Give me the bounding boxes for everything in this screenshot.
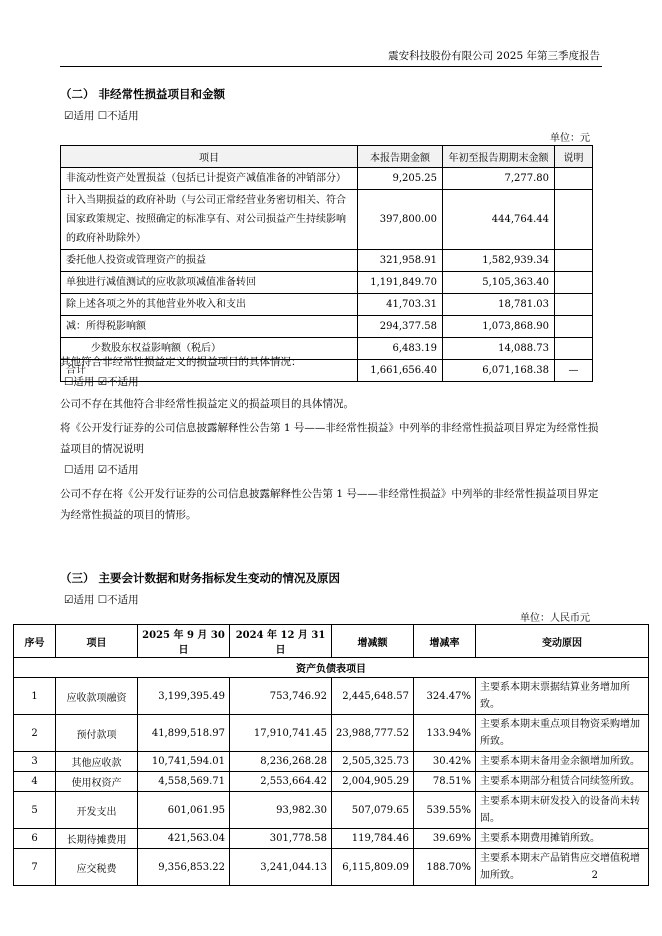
row-note: —	[555, 360, 593, 382]
table-row	[14, 772, 649, 792]
row-current: 601,061.95	[138, 792, 230, 829]
col-header-item: 项目	[61, 146, 358, 168]
col-header-current: 本报告期金额	[358, 146, 443, 168]
change-analysis-table	[13, 624, 649, 886]
row-item: 减：所得税影响额	[61, 316, 358, 338]
row-ytd: 1,582,939.34	[443, 250, 555, 272]
table-row	[61, 250, 593, 272]
row-rate: 39.69%	[414, 829, 476, 849]
report-header: 震安科技股份有限公司 2025 年第三季度报告	[388, 50, 600, 62]
row-item: 应收款项融资	[56, 678, 138, 715]
row-no: 7	[14, 849, 56, 886]
row-no: 1	[14, 678, 56, 715]
col-header-item: 项目	[56, 625, 138, 658]
row-diff: 507,079.65	[332, 792, 414, 829]
row-item: 开发支出	[56, 792, 138, 829]
row-no: 2	[14, 715, 56, 752]
row-current: 41,703.31	[358, 294, 443, 316]
row-current: 421,563.04	[138, 829, 230, 849]
group-label: 资产负债表项目	[14, 658, 649, 678]
table-row	[14, 829, 649, 849]
header-rule	[60, 66, 602, 67]
table-header-row	[14, 625, 649, 658]
row-no: 6	[14, 829, 56, 849]
row-note	[555, 316, 593, 338]
row-rate: 133.94%	[414, 715, 476, 752]
row-item: 预付款项	[56, 715, 138, 752]
row-rate: 324.47%	[414, 678, 476, 715]
table-row	[61, 168, 593, 190]
row-diff: 2,445,648.57	[332, 678, 414, 715]
row-diff: 2,505,325.73	[332, 752, 414, 772]
col-header-current: 2025 年 9 月 30 日	[138, 625, 230, 658]
row-item: 除上述各项之外的其他营业外收入和支出	[61, 294, 358, 316]
table-row	[14, 678, 649, 715]
row-item: 计入当期损益的政府补助（与公司正常经营业务密切相关、符合国家政策规定、按照确定的标准享有、对公司损益产生持续影响的政府补助除外）	[61, 190, 358, 250]
group-row	[14, 658, 649, 678]
row-reason: 主要系本期费用摊销所致。	[476, 829, 649, 849]
col-header-prior: 2024 年 12 月 31 日	[230, 625, 332, 658]
other-items-text: 公司不存在其他符合非经常性损益定义的损益项目的具体情况。	[60, 398, 354, 410]
table-row	[61, 272, 593, 294]
row-prior: 753,746.92	[230, 678, 332, 715]
table-row	[14, 849, 649, 886]
row-item: 长期待摊费用	[56, 829, 138, 849]
other-items-applicable: ☐适用 ☑不适用	[64, 376, 139, 388]
col-header-note: 说明	[555, 146, 593, 168]
reclass-title: 将《公开发行证券的公司信息披露解释性公告第 1 号——非经常性损益》中列举的非经常性损益项目界定为经常性损益项目的情况说明	[60, 422, 599, 455]
row-item: 应交税费	[56, 849, 138, 886]
row-ytd: 5,105,363.40	[443, 272, 555, 294]
row-current: 9,205.25	[358, 168, 443, 190]
other-items-title: 其他符合非经常性损益定义的损益项目的具体情况：	[60, 356, 302, 368]
col-header-no: 序号	[14, 625, 56, 658]
row-diff: 2,004,905.29	[332, 772, 414, 792]
row-no: 5	[14, 792, 56, 829]
section3-title: （三） 主要会计数据和财务指标发生变动的情况及原因	[60, 571, 341, 585]
col-header-reason: 变动原因	[476, 625, 649, 658]
row-reason: 主要系本期末备用金余额增加所致。	[476, 752, 649, 772]
section3-unit: 单位：人民币元	[520, 613, 590, 624]
row-ytd: 7,277.80	[443, 168, 555, 190]
row-current: 41,899,518.97	[138, 715, 230, 752]
table-row	[14, 792, 649, 829]
row-current: 1,191,849.70	[358, 272, 443, 294]
row-prior: 301,778.58	[230, 829, 332, 849]
row-diff: 6,115,809.09	[332, 849, 414, 886]
row-ytd: 1,073,868.90	[443, 316, 555, 338]
table-row	[14, 715, 649, 752]
row-reason: 主要系本期部分租赁合同续签所致。	[476, 772, 649, 792]
row-item: 其他应收款	[56, 752, 138, 772]
row-current: 10,741,594.01	[138, 752, 230, 772]
row-rate: 539.55%	[414, 792, 476, 829]
row-reason: 主要系本期末研发投入的设备尚未转固。	[476, 792, 649, 829]
row-rate: 30.42%	[414, 752, 476, 772]
row-no: 3	[14, 752, 56, 772]
row-prior: 2,553,664.42	[230, 772, 332, 792]
row-prior: 3,241,044.13	[230, 849, 332, 886]
row-current: 1,661,656.40	[358, 360, 443, 382]
row-note	[555, 294, 593, 316]
section2-unit: 单位：元	[550, 133, 590, 144]
row-note	[555, 190, 593, 250]
row-current: 294,377.58	[358, 316, 443, 338]
row-diff: 23,988,777.52	[332, 715, 414, 752]
nonrecurring-table	[60, 145, 593, 382]
row-note	[555, 272, 593, 294]
row-note	[555, 168, 593, 190]
table-header-row	[61, 146, 593, 168]
row-reason: 主要系本期末重点项目物资采购增加所致。	[476, 715, 649, 752]
row-ytd: 14,088.73	[443, 338, 555, 360]
row-ytd: 444,764.44	[443, 190, 555, 250]
reclass-text: 公司不存在将《公开发行证券的公司信息披露解释性公告第 1 号——非经常性损益》中列举的非经常性损益项目界定为经常性损益的项目的情形。	[60, 488, 599, 521]
row-current: 3,199,395.49	[138, 678, 230, 715]
section3-applicable: ☑适用 ☐不适用	[64, 594, 139, 606]
col-header-diff: 增减额	[332, 625, 414, 658]
row-current: 4,558,569.71	[138, 772, 230, 792]
row-prior: 93,982.30	[230, 792, 332, 829]
row-rate: 188.70%	[414, 849, 476, 886]
row-item: 非流动性资产处置损益（包括已计提资产减值准备的冲销部分）	[61, 168, 358, 190]
row-note	[555, 250, 593, 272]
row-prior: 17,910,741.45	[230, 715, 332, 752]
row-ytd: 6,071,168.38	[443, 360, 555, 382]
table-row	[61, 294, 593, 316]
table-row	[61, 316, 593, 338]
section2-applicable: ☑适用 ☐不适用	[64, 110, 139, 122]
row-ytd: 18,781.03	[443, 294, 555, 316]
table-row	[61, 190, 593, 250]
table-row	[14, 752, 649, 772]
row-item: 少数股东权益影响额（税后）	[61, 338, 358, 360]
row-current: 397,800.00	[358, 190, 443, 250]
row-prior: 8,236,268.28	[230, 752, 332, 772]
row-reason: 主要系本期末产品销售应交增值税增加所致。	[476, 849, 649, 886]
row-no: 4	[14, 772, 56, 792]
row-diff: 119,784.46	[332, 829, 414, 849]
row-rate: 78.51%	[414, 772, 476, 792]
row-current: 9,356,853.22	[138, 849, 230, 886]
row-current: 321,958.91	[358, 250, 443, 272]
section2-title: （二） 非经常性损益项目和金额	[60, 87, 226, 101]
row-item: 合计	[61, 360, 358, 382]
row-current: 6,483.19	[358, 338, 443, 360]
row-item: 委托他人投资或管理资产的损益	[61, 250, 358, 272]
col-header-rate: 增减率	[414, 625, 476, 658]
row-reason: 主要系本期末票据结算业务增加所致。	[476, 678, 649, 715]
reclass-applicable: ☐适用 ☑不适用	[64, 464, 139, 476]
row-item: 使用权资产	[56, 772, 138, 792]
col-header-ytd: 年初至报告期期末金额	[443, 146, 555, 168]
row-item: 单独进行减值测试的应收款项减值准备转回	[61, 272, 358, 294]
page-number: 2	[591, 870, 598, 881]
